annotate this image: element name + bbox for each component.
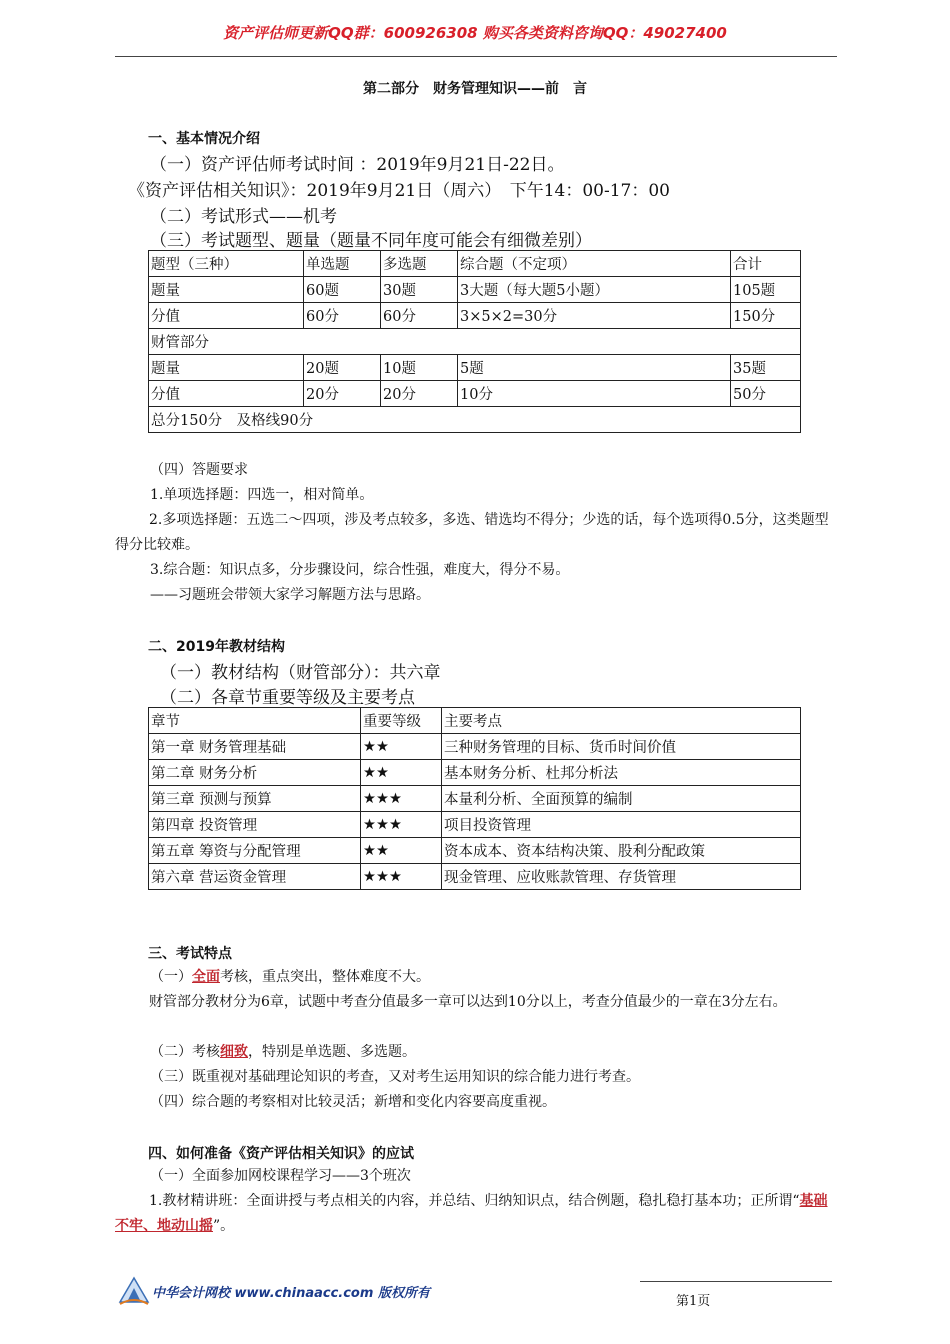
section1-heading: 一、基本情况介绍: [148, 131, 260, 147]
chapter-importance-line: （二）各章节重要等级及主要考点: [160, 688, 415, 708]
table-row: [149, 277, 801, 303]
highlight-foundation: 基础不牢、地动山摇: [115, 1193, 828, 1234]
subject-time-line: 《资产评估相关知识》：2019年9月21日（周六） 下午14：00-17：00: [128, 181, 670, 201]
table-cell: 第四章 投资管理: [149, 812, 361, 838]
table-cell: 第六章 营运资金管理: [149, 864, 361, 890]
table-row: [149, 760, 801, 786]
table-cell: 第五章 筹资与分配管理: [149, 838, 361, 864]
footer-divider: [640, 1281, 832, 1282]
table-cell: 35题: [731, 355, 801, 381]
section3-heading: 三、考试特点: [148, 946, 232, 962]
feature-2-prefix: （二）考核: [150, 1044, 220, 1060]
table-row: [149, 734, 801, 760]
table-cell: 题型（三种）: [149, 251, 304, 277]
section4-heading: 四、如何准备《资产评估相关知识》的应试: [148, 1146, 414, 1162]
answer-req-1: 1.单项选择题：四选一，相对简单。: [150, 487, 374, 503]
table-cell: 项目投资管理: [442, 812, 801, 838]
table-row: [149, 303, 801, 329]
star-rating: ★★★: [361, 812, 442, 838]
table-row: [149, 838, 801, 864]
feature-2: [150, 1040, 840, 1065]
prep-1-detail: [115, 1189, 837, 1239]
highlight-comprehensive: 全面: [192, 969, 220, 985]
table-cell: 150分: [731, 303, 801, 329]
table-cell: 60分: [381, 303, 458, 329]
chapter-table: [148, 707, 801, 890]
table-header-row: [149, 251, 801, 277]
table-cell: 3×5×2=30分: [458, 303, 731, 329]
table-cell: 基本财务分析、杜邦分析法: [442, 760, 801, 786]
table-cell: 多选题: [381, 251, 458, 277]
feature-2-rest: ，特别是单选题、多选题。: [248, 1044, 416, 1060]
answer-req-3: 3.综合题：知识点多，分步骤设问，综合性强，难度大，得分不易。: [150, 562, 570, 578]
table-cell: 第一章 财务管理基础: [149, 734, 361, 760]
highlight-detailed: 细致: [220, 1044, 248, 1060]
table-cell: 60题: [304, 277, 381, 303]
chinaacc-logo-icon: [118, 1276, 150, 1310]
feature-3: （三）既重视对基础理论知识的考查，又对考生运用知识的综合能力进行考查。: [150, 1069, 640, 1085]
table-row: [149, 355, 801, 381]
page-title: 第二部分 财务管理知识——前 言: [363, 81, 587, 97]
prep-1-detail-text: 1.教材精讲班：全面讲授与考点相关的内容，并总结、归纳知识点，结合例题，稳扎稳打基本功；正所谓“: [149, 1193, 800, 1209]
prep-1: （一）全面参加网校课程学习——3个班次: [150, 1168, 411, 1184]
table-cell: 20分: [381, 381, 458, 407]
page-number: 第1页: [676, 1294, 711, 1309]
table-cell: 50分: [731, 381, 801, 407]
table-cell: 章节: [149, 708, 361, 734]
star-rating: ★★: [361, 734, 442, 760]
header-contact-line: 资产评估师更新QQ群：600926308 购买各类资料咨询QQ：49027400: [223, 24, 727, 42]
table-row: [149, 786, 801, 812]
table-cell: 题量: [149, 355, 304, 381]
answer-req-title: （四）答题要求: [150, 462, 248, 478]
feature-1-prefix: （一）: [150, 969, 192, 985]
section2-heading: 二、2019年教材结构: [148, 639, 285, 655]
table-cell: 题量: [149, 277, 304, 303]
footer-brand: 中华会计网校 www.chinaacc.com 版权所有: [152, 1286, 430, 1301]
table-cell: 第三章 预测与预算: [149, 786, 361, 812]
table-cell: 第二章 财务分析: [149, 760, 361, 786]
table-header-row: [149, 708, 801, 734]
table-cell: 20题: [304, 355, 381, 381]
table-cell: 单选题: [304, 251, 381, 277]
header-divider: [115, 56, 837, 57]
question-type-table: [148, 250, 801, 433]
table-row: [149, 381, 801, 407]
question-types-line: （三）考试题型、题量（题量不同年度可能会有细微差别）: [150, 231, 592, 251]
exam-time-line: （一）资产评估师考试时间 ：2019年9月21日-22日。: [150, 155, 565, 175]
table-cell: 105题: [731, 277, 801, 303]
table-footer: 总分150分 及格线90分: [149, 407, 801, 433]
table-cell: 资本成本、资本结构决策、股利分配政策: [442, 838, 801, 864]
table-row: [149, 864, 801, 890]
table-row: [149, 407, 801, 433]
table-subheading: 财管部分: [149, 329, 801, 355]
feature-1-rest: 考核，重点突出，整体难度不大。: [220, 969, 430, 985]
table-cell: 合计: [731, 251, 801, 277]
feature-1-detail: 财管部分教材分为6章，试题中考查分值最多一章可以达到10分以上，考查分值最少的一章在3分左右。: [149, 994, 787, 1010]
star-rating: ★★★: [361, 864, 442, 890]
textbook-structure-line: （一）教材结构（财管部分）：共六章: [160, 663, 441, 683]
prep-1-detail-end: ”。: [213, 1218, 235, 1234]
table-cell: 重要等级: [361, 708, 442, 734]
table-cell: 综合题（不定项）: [458, 251, 731, 277]
table-cell: 主要考点: [442, 708, 801, 734]
table-cell: 现金管理、应收账款管理、存货管理: [442, 864, 801, 890]
table-cell: 10分: [458, 381, 731, 407]
answer-req-2: 2.多项选择题：五选二～四项，涉及考点较多，多选、错选均不得分；少选的话，每个选项得0.5分，这类题型得分比较难。: [115, 512, 829, 553]
table-cell: 10题: [381, 355, 458, 381]
star-rating: ★★: [361, 838, 442, 864]
table-cell: 本量利分析、全面预算的编制: [442, 786, 801, 812]
feature-1: [150, 965, 840, 990]
table-row: [149, 329, 801, 355]
star-rating: ★★★: [361, 786, 442, 812]
table-cell: 3大题（每大题5小题）: [458, 277, 731, 303]
table-cell: 30题: [381, 277, 458, 303]
star-rating: ★★: [361, 760, 442, 786]
table-cell: 分值: [149, 381, 304, 407]
table-cell: 分值: [149, 303, 304, 329]
table-cell: 60分: [304, 303, 381, 329]
feature-4: （四）综合题的考察相对比较灵活；新增和变化内容要高度重视。: [150, 1094, 556, 1110]
table-row: [149, 812, 801, 838]
table-cell: 5题: [458, 355, 731, 381]
answer-req-4: ——习题班会带领大家学习解题方法与思路。: [150, 587, 430, 603]
table-cell: 三种财务管理的目标、货币时间价值: [442, 734, 801, 760]
exam-form-line: （二）考试形式——机考: [150, 207, 337, 227]
table-cell: 20分: [304, 381, 381, 407]
